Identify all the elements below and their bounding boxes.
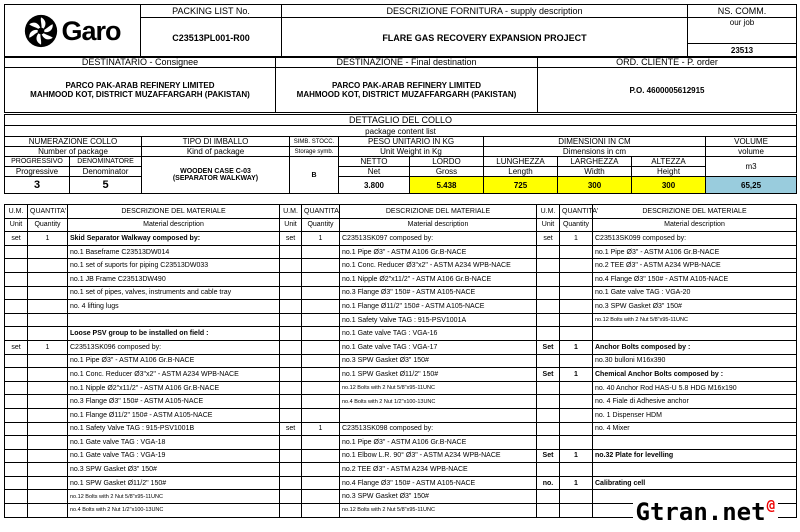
volume-sub: volume <box>706 147 797 157</box>
quantity-cell <box>28 395 68 409</box>
table-row <box>5 327 797 341</box>
description-cell: no.1 Conc. Reducer Ø3"x2" - ASTM A234 WPB-NACE <box>68 368 280 382</box>
items-table <box>4 204 797 518</box>
unit-cell <box>537 381 560 395</box>
description-cell: no. 4 Mixer <box>593 422 797 436</box>
description-cell: no.12 Bolts with 2 Nut 5/8"x95-11UNC <box>340 381 537 395</box>
table-row <box>5 381 797 395</box>
unit-cell <box>537 313 560 327</box>
quantity-cell <box>28 286 68 300</box>
unit-cell <box>5 300 28 314</box>
table-row <box>5 354 797 368</box>
unit-cell: no. <box>537 476 560 490</box>
watermark <box>633 498 778 526</box>
quantity-cell <box>302 327 340 341</box>
description-cell: no. 1 Dispenser HDM <box>593 408 797 422</box>
quantity-cell <box>28 436 68 450</box>
quantity-cell <box>28 463 68 477</box>
description-cell: no.1 Baseframe C23513DW014 <box>68 245 280 259</box>
quantity-cell <box>28 368 68 382</box>
denominator-label: DENOMINATORE <box>70 157 142 167</box>
description-cell: C23513SK099 composed by: <box>593 232 797 246</box>
description-cell <box>340 408 537 422</box>
kind-value <box>142 157 290 194</box>
description-cell: no.1 set of pipes, valves, instruments and cable tray <box>68 286 280 300</box>
qty-sub-2: Quantity <box>302 218 340 232</box>
consignee-line-1: PARCO PAK-ARAB REFINERY LIMITED <box>65 81 215 90</box>
description-cell: no.1 SPW Gasket Ø11/2" 150# <box>340 368 537 382</box>
quantity-cell <box>302 504 340 518</box>
description-cell: Calibrating cell <box>593 476 797 490</box>
quantity-cell <box>560 272 593 286</box>
description-cell: no.1 Pipe Ø3" - ASTM A106 Gr.B-NACE <box>68 354 280 368</box>
watermark-at-mark: @ <box>766 498 775 514</box>
quantity-cell <box>302 340 340 354</box>
volume-unit: m3 <box>706 157 797 177</box>
garo-logo-icon <box>24 14 58 48</box>
unit-cell <box>280 408 302 422</box>
unit-cell <box>537 504 560 518</box>
unit-cell: set <box>280 232 302 246</box>
quantity-cell <box>28 504 68 518</box>
quantity-cell <box>560 463 593 477</box>
quantity-cell <box>302 395 340 409</box>
height-label: ALTEZZA <box>632 157 706 167</box>
unit-cell <box>5 272 28 286</box>
unit-cell <box>280 259 302 273</box>
quantity-cell <box>560 504 593 518</box>
desc-sub-1: Material description <box>68 218 280 232</box>
qty-label-2: QUANTITA' <box>302 205 340 219</box>
quantity-cell <box>560 436 593 450</box>
quantity-cell <box>302 449 340 463</box>
packing-list-number: C23513PL001-R00 <box>141 18 282 58</box>
description-cell: Anchor Bolts composed by : <box>593 340 797 354</box>
quantity-cell <box>302 436 340 450</box>
denominator-sub: Denominator <box>70 167 142 177</box>
unit-cell <box>280 300 302 314</box>
description-cell: no.2 TEE Ø3" - ASTM A234 WPB-NACE <box>340 463 537 477</box>
symbol-sub: Storage symb. <box>290 147 339 157</box>
table-row <box>5 408 797 422</box>
qty-label-1: QUANTITA' <box>28 205 68 219</box>
items-body <box>5 232 797 517</box>
desc-sub-2: Material description <box>340 218 537 232</box>
unit-cell <box>537 408 560 422</box>
consignee-line-2: MAHMOOD KOT, DISTRICT MUZAFFARGARH (PAKISTAN) <box>30 90 250 99</box>
qty-label-3: QUANTITA' <box>560 205 593 219</box>
description-cell: no.1 Gate valve TAG : VGA-17 <box>340 340 537 354</box>
table-row <box>5 395 797 409</box>
description-cell: no.1 Conc. Reducer Ø3"x2" - ASTM A234 WPB-NACE <box>340 259 537 273</box>
description-cell: no.1 set of suports for piping C23513DW033 <box>68 259 280 273</box>
description-cell: Loose PSV group to be installed on field : <box>68 327 280 341</box>
quantity-cell <box>302 272 340 286</box>
detail-subtitle: package content list <box>5 126 797 137</box>
desc-label-2: DESCRIZIONE DEL MATERIALE <box>340 205 537 219</box>
parties-table <box>4 56 797 113</box>
quantity-cell <box>560 300 593 314</box>
kind-label: TIPO DI IMBALLO <box>142 137 290 147</box>
description-cell: no.12 Bolts with 2 Nut 5/8"x95-11UNC <box>593 313 797 327</box>
description-cell: no.1 Flange Ø11/2" 150# - ASTM A105-NACE <box>68 408 280 422</box>
quantity-cell <box>302 408 340 422</box>
width-value: 300 <box>558 177 632 194</box>
um-sub-2: Unit <box>280 218 302 232</box>
package-table <box>4 114 797 194</box>
table-row <box>5 436 797 450</box>
quantity-cell <box>28 490 68 504</box>
quantity-cell <box>28 408 68 422</box>
unit-cell <box>5 354 28 368</box>
table-row <box>5 463 797 477</box>
length-sub: Length <box>484 167 558 177</box>
description-cell: no.3 SPW Gasket Ø3" 150# <box>68 463 280 477</box>
um-sub-1: Unit <box>5 218 28 232</box>
description-cell: no.1 Gate valve TAG : VGA-20 <box>593 286 797 300</box>
unit-cell <box>537 354 560 368</box>
dimensions-label: DIMENSIONI IN CM <box>484 137 706 147</box>
description-cell: no.3 Flange Ø3" 150# - ASTM A105-NACE <box>68 395 280 409</box>
description-cell: no.4 Flange Ø3" 150# - ASTM A105-NACE <box>593 272 797 286</box>
order-number: P.O. 4600005612915 <box>538 68 797 113</box>
description-cell: no.30 bulloni M16x390 <box>593 354 797 368</box>
comm-label: NS. COMM. <box>688 5 797 18</box>
unit-cell <box>280 381 302 395</box>
packing-list-label: PACKING LIST No. <box>141 5 282 18</box>
quantity-cell <box>302 245 340 259</box>
description-cell: no. 4 Fiale di Adhesive anchor <box>593 395 797 409</box>
kind-line-1: WOODEN CASE C-03 <box>180 168 251 175</box>
table-row <box>5 286 797 300</box>
unit-cell <box>5 436 28 450</box>
description-cell: no.1 Gate valve TAG : VGA-19 <box>68 449 280 463</box>
quantity-cell <box>302 300 340 314</box>
unit-cell <box>280 490 302 504</box>
desc-sub-3: Material description <box>593 218 797 232</box>
quantity-cell <box>302 313 340 327</box>
unit-cell <box>5 504 28 518</box>
unit-cell <box>5 408 28 422</box>
destination-line-2: MAHMOOD KOT, DISTRICT MUZAFFARGARH (PAKISTAN) <box>296 90 517 99</box>
unit-cell <box>280 436 302 450</box>
description-cell: Chemical Anchor Bolts composed by : <box>593 368 797 382</box>
unit-cell <box>5 422 28 436</box>
gross-sub: Gross <box>410 167 484 177</box>
desc-label-1: DESCRIZIONE DEL MATERIALE <box>68 205 280 219</box>
quantity-cell <box>560 245 593 259</box>
quantity-cell <box>28 422 68 436</box>
table-row <box>5 245 797 259</box>
um-label-2: U.M. <box>280 205 302 219</box>
progressive-sub: Progressive <box>5 167 70 177</box>
unit-cell <box>537 436 560 450</box>
net-weight-value: 3.800 <box>339 177 410 194</box>
weight-sub: Unit Weight in Kg <box>339 147 484 157</box>
gross-label: LORDO <box>410 157 484 167</box>
quantity-cell <box>28 272 68 286</box>
unit-cell <box>280 449 302 463</box>
description-cell: no.3 Flange Ø3" 150# - ASTM A105-NACE <box>340 286 537 300</box>
quantity-cell: 1 <box>28 340 68 354</box>
unit-cell <box>537 422 560 436</box>
table-row <box>5 300 797 314</box>
unit-cell: Set <box>537 368 560 382</box>
quantity-cell <box>560 327 593 341</box>
qty-sub-3: Quantity <box>560 218 593 232</box>
quantity-cell <box>302 286 340 300</box>
quantity-cell <box>560 381 593 395</box>
quantity-cell <box>28 476 68 490</box>
quantity-cell <box>560 259 593 273</box>
unit-cell <box>5 463 28 477</box>
description-cell: Skid Separator Walkway composed by: <box>68 232 280 246</box>
numbering-label: NUMERAZIONE COLLO <box>5 137 142 147</box>
order-label: ORD. CLIENTE - P. order <box>538 57 797 68</box>
unit-cell <box>280 395 302 409</box>
desc-label-3: DESCRIZIONE DEL MATERIALE <box>593 205 797 219</box>
symbol-value: B <box>290 157 339 194</box>
unit-cell <box>5 259 28 273</box>
length-label: LUNGHEZZA <box>484 157 558 167</box>
description-cell: no.1 Safety Valve TAG : 915-PSV1001A <box>340 313 537 327</box>
unit-cell <box>5 327 28 341</box>
description-cell: no.3 SPW Gasket Ø3" 150# <box>593 300 797 314</box>
um-label-3: U.M. <box>537 205 560 219</box>
denominator-value: 5 <box>70 177 142 194</box>
quantity-cell: 1 <box>560 368 593 382</box>
quantity-cell: 1 <box>560 232 593 246</box>
unit-cell <box>280 354 302 368</box>
quantity-cell <box>302 354 340 368</box>
header-table <box>4 4 797 58</box>
description-cell: no.1 Pipe Ø3" - ASTM A106 Gr.B-NACE <box>340 436 537 450</box>
comm-sub: our job <box>688 18 797 44</box>
description-cell: no. 40 Anchor Rod HAS-U 5.8 HDG M16x190 <box>593 381 797 395</box>
unit-cell <box>537 286 560 300</box>
quantity-cell <box>28 381 68 395</box>
unit-cell: set <box>5 340 28 354</box>
unit-cell <box>280 340 302 354</box>
unit-cell <box>280 245 302 259</box>
table-row <box>5 449 797 463</box>
unit-cell <box>5 449 28 463</box>
um-label-1: U.M. <box>5 205 28 219</box>
description-cell: no.1 Gate valve TAG : VGA-18 <box>68 436 280 450</box>
detail-title: DETTAGLIO DEL COLLO <box>5 115 797 126</box>
description-cell: no.1 Safety Valve TAG : 915-PSV1001B <box>68 422 280 436</box>
weight-label: PESO UNITARIO IN KG <box>339 137 484 147</box>
supply-label: DESCRIZIONE FORNITURA - supply description <box>282 5 688 18</box>
unit-cell <box>280 476 302 490</box>
description-cell <box>593 463 797 477</box>
description-cell: no.1 Pipe Ø3" - ASTM A106 Gr.B-NACE <box>593 245 797 259</box>
unit-cell <box>537 327 560 341</box>
volume-value: 65,25 <box>706 177 797 194</box>
quantity-cell <box>28 259 68 273</box>
description-cell: C23513SK096 composed by: <box>68 340 280 354</box>
table-row <box>5 422 797 436</box>
description-cell: C23513SK097 composed by: <box>340 232 537 246</box>
quantity-cell <box>28 300 68 314</box>
quantity-cell <box>560 313 593 327</box>
description-cell: no. 4 lifting lugs <box>68 300 280 314</box>
destination-address <box>276 68 538 113</box>
unit-cell <box>5 395 28 409</box>
description-cell <box>593 436 797 450</box>
table-row <box>5 476 797 490</box>
logo-cell <box>5 5 141 58</box>
quantity-cell: 1 <box>560 449 593 463</box>
quantity-cell <box>28 449 68 463</box>
unit-cell <box>280 272 302 286</box>
quantity-cell <box>560 354 593 368</box>
quantity-cell <box>302 476 340 490</box>
consignee-address <box>5 68 276 113</box>
unit-cell <box>280 463 302 477</box>
width-sub: Width <box>558 167 632 177</box>
description-cell: no.4 Bolts with 2 Nut 1/2"x100-13UNC <box>68 504 280 518</box>
destination-line-1: PARCO PAK-ARAB REFINERY LIMITED <box>331 81 482 90</box>
unit-cell <box>537 259 560 273</box>
description-cell: no.12 Bolts with 2 Nut 5/8"x95-11UNC <box>68 490 280 504</box>
unit-cell <box>537 272 560 286</box>
quantity-cell <box>302 463 340 477</box>
quantity-cell <box>28 354 68 368</box>
description-cell: C23513SK098 composed by: <box>340 422 537 436</box>
quantity-cell <box>560 286 593 300</box>
qty-sub-1: Quantity <box>28 218 68 232</box>
unit-cell: Set <box>537 340 560 354</box>
progressive-value: 3 <box>5 177 70 194</box>
unit-cell <box>280 327 302 341</box>
unit-cell: set <box>280 422 302 436</box>
unit-cell <box>280 368 302 382</box>
quantity-cell <box>560 395 593 409</box>
unit-cell <box>5 313 28 327</box>
quantity-cell <box>302 381 340 395</box>
description-cell: no.1 Pipe Ø3" - ASTM A106 Gr.B-NACE <box>340 245 537 259</box>
kind-sub: Kind of package <box>142 147 290 157</box>
net-label: NETTO <box>339 157 410 167</box>
consignee-label: DESTINATARIO - Consignee <box>5 57 276 68</box>
description-cell: no.1 Flange Ø11/2" 150# - ASTM A105-NACE <box>340 300 537 314</box>
description-cell: no.3 SPW Gasket Ø3" 150# <box>340 354 537 368</box>
description-cell: no.12 Bolts with 2 Nut 5/8"x95-11UNC <box>340 504 537 518</box>
length-value: 725 <box>484 177 558 194</box>
net-sub: Net <box>339 167 410 177</box>
watermark-text: Gtran.net <box>635 498 766 526</box>
quantity-cell: 1 <box>28 232 68 246</box>
logo-text: Garo <box>61 15 121 46</box>
unit-cell <box>5 368 28 382</box>
numbering-sub: Number of package <box>5 147 142 157</box>
supply-description: FLARE GAS RECOVERY EXPANSION PROJECT <box>282 18 688 58</box>
width-label: LARGHEZZA <box>558 157 632 167</box>
unit-cell: set <box>537 232 560 246</box>
quantity-cell: 1 <box>560 340 593 354</box>
description-cell: no.2 TEE Ø3" - ASTM A234 WPB-NACE <box>593 259 797 273</box>
um-sub-3: Unit <box>537 218 560 232</box>
unit-cell <box>537 245 560 259</box>
unit-cell <box>5 490 28 504</box>
quantity-cell: 1 <box>302 232 340 246</box>
dimensions-sub: Dimensions in cm <box>484 147 706 157</box>
table-row <box>5 232 797 246</box>
table-row <box>5 313 797 327</box>
quantity-cell <box>560 490 593 504</box>
unit-cell <box>5 476 28 490</box>
table-row <box>5 368 797 382</box>
description-cell: no.1 JB Frame C23513DW490 <box>68 272 280 286</box>
unit-cell: Set <box>537 449 560 463</box>
quantity-cell: 1 <box>302 422 340 436</box>
table-row <box>5 272 797 286</box>
quantity-cell <box>302 259 340 273</box>
unit-cell <box>280 504 302 518</box>
description-cell: no.1 Gate valve TAG : VGA-16 <box>340 327 537 341</box>
symbol-label: SIMB. STOCC. <box>290 137 339 147</box>
table-row <box>5 340 797 354</box>
unit-cell <box>280 286 302 300</box>
height-sub: Height <box>632 167 706 177</box>
description-cell: no.4 Flange Ø3" 150# - ASTM A105-NACE <box>340 476 537 490</box>
unit-cell <box>537 395 560 409</box>
unit-cell <box>537 300 560 314</box>
progressive-label: PROGRESSIVO <box>5 157 70 167</box>
volume-label: VOLUME <box>706 137 797 147</box>
unit-cell <box>537 463 560 477</box>
quantity-cell <box>28 313 68 327</box>
quantity-cell <box>560 408 593 422</box>
description-cell: no.3 SPW Gasket Ø3" 150# <box>340 490 537 504</box>
quantity-cell <box>28 245 68 259</box>
description-cell: no.1 Elbow L.R. 90° Ø3" - ASTM A234 WPB-NACE <box>340 449 537 463</box>
unit-cell <box>280 313 302 327</box>
comm-number: 23513 <box>688 44 797 58</box>
unit-cell <box>537 490 560 504</box>
gross-weight-value: 5.438 <box>410 177 484 194</box>
unit-cell <box>5 381 28 395</box>
unit-cell <box>5 245 28 259</box>
unit-cell: set <box>5 232 28 246</box>
description-cell <box>68 313 280 327</box>
kind-line-2: (SEPARATOR WALKWAY) <box>172 175 259 182</box>
table-row <box>5 259 797 273</box>
quantity-cell <box>302 368 340 382</box>
description-cell: no.4 Bolts with 2 Nut 1/2"x100-13UNC <box>340 395 537 409</box>
quantity-cell: 1 <box>560 476 593 490</box>
quantity-cell <box>28 327 68 341</box>
description-cell <box>593 327 797 341</box>
quantity-cell <box>302 490 340 504</box>
quantity-cell <box>560 422 593 436</box>
destination-label: DESTINAZIONE - Final destination <box>276 57 538 68</box>
description-cell: no.1 SPW Gasket Ø11/2" 150# <box>68 476 280 490</box>
description-cell: no.1 Nipple Ø2"x11/2" - ASTM A106 Gr.B-NACE <box>340 272 537 286</box>
height-value: 300 <box>632 177 706 194</box>
unit-cell <box>5 286 28 300</box>
description-cell: no.32 Plate for levelling <box>593 449 797 463</box>
description-cell: no.1 Nipple Ø2"x11/2" - ASTM A106 Gr.B-NACE <box>68 381 280 395</box>
